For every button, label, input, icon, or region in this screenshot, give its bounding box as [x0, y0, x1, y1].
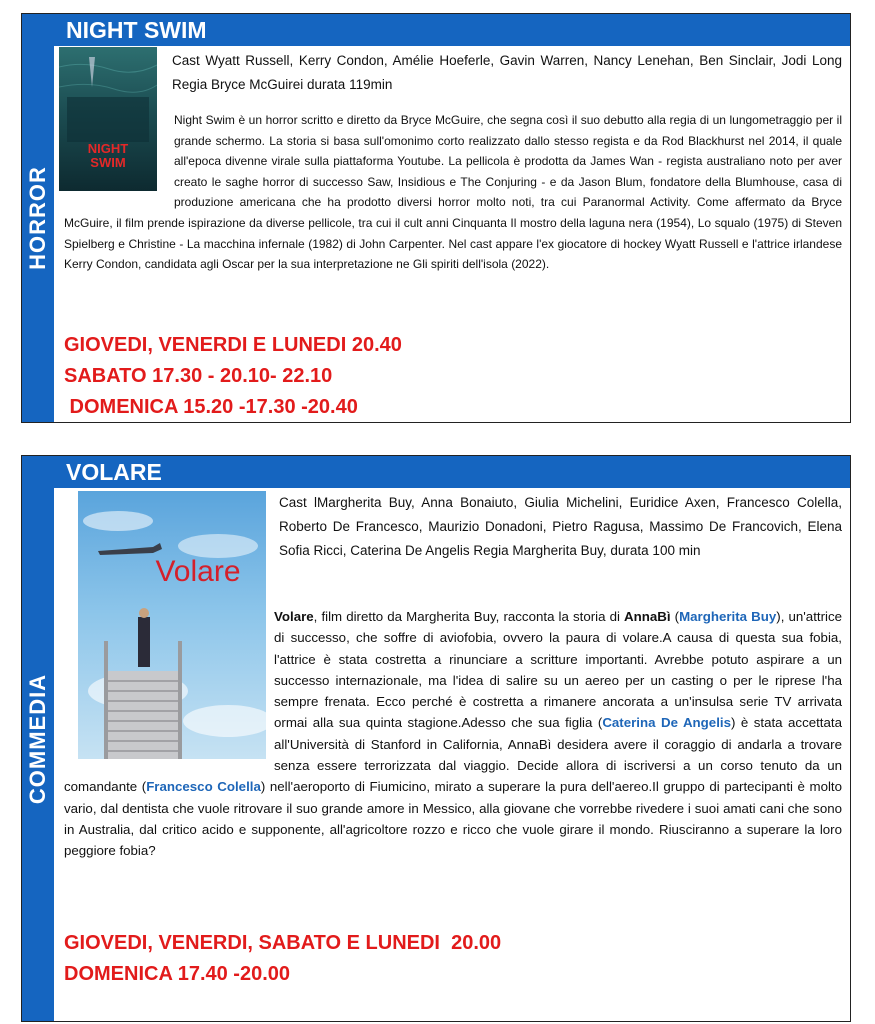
poster-title: NIGHT	[87, 141, 129, 156]
schedule-line: GIOVEDI, VENERDI E LUNEDI 20.40	[64, 334, 402, 356]
schedule-line: GIOVEDI, VENERDI, SABATO E LUNEDI 20.00	[64, 932, 502, 954]
genre-sidebar	[22, 456, 54, 1021]
poster-title: Volare	[155, 555, 241, 588]
movie-meta: Cast lMargherita Buy, Anna Bonaiuto, Giulia Michelini, Euridice Axen, Francesco Colella, Roberto De Francesco, Maurizio Donadoni, Pietro Ragusa, Massimo De Francovich, Elena Sofia Ricci, Caterina De Angelis Regia Margherita Buy, durata 100 min	[279, 495, 842, 558]
movie-description: Night Swim è un horror scritto e diretto da Bryce McGuire, che segna così il suo debutto alla regia di un lungometraggio per il grande schermo. La storia si basa sull'omonimo corto realizzato dallo stesso regista e da Rod Blackhurst nel 2014, il quale all'epoca divenne virale sulla piattaforma Youtube. La pellicola è prodotta da James Wan - regista australiano noto per aver creato le saghe horror di successo Saw, Insidious e The Conjuring - e da Jason Blum, fondatore della Blumhouse, casa di produzione americana che ha prodotto diversi horror molto noti, tra cui Paranormal Activity. Come affermato da Bryce McGuire, il film prende ispirazione da diverse pellicole, tra cui il cult anni Cinquanta Il mostro della laguna nera (1954), Lo squalo (1975) di Steven Spielberg e Christine - La macchina infernale (1982) di John Carpenter. Nel cast appare l'ex giocatore di hockey Wyatt Russell e l'attrice irlandese Kerry Condon, candidata agli Oscar per la sua interpretazione ne Gli spiriti dell'isola (2022).	[64, 113, 842, 272]
movie-title: VOLARE	[66, 459, 162, 485]
actor-name: Francesco Colella	[146, 779, 261, 795]
genre-label: COMMEDIA	[25, 673, 50, 804]
movie-description: Volare, film diretto da Margherita Buy, racconta la storia di AnnaBì (Margherita Buy), un'attrice di successo, che soffre di aviofobia, ovvero la paura di volare.A causa di questa sua fobia, l'attrice è stata costretta a rinunciare a scritture importanti. Avrebbe potuto aspirare a un successo internazionale, ma l'idea di salire su un aereo per un casting o per le riprese l'ha sempre frenata. Ecco perché è costretta a rimanere ancorata a un'insulsa serie TV arrivata ormai alla sua quinta stagione.Adesso che sua figlia (Caterina De Angelis) è stata accettata all'Università di Stanford in California, AnnaBì desidera avere il coraggio di andarla a trovare senza essere terrorizzata dal viaggio. Decide allora di iscriversi a un corso tenuto da un comandante (Francesco Colella) nell'aeroporto di Fiumicino, mirato a superare la pura dell'aereo.Il gruppo di partecipanti è molto vario, dal dentista che vuole ritrovare il suo grande amore in Messico, alla giovane che vorrebbe rivedere i suoi amati cani che sono in Australia, dal critico acido e supponente, all'agricoltore rozzo e ricco che vuole girare il mondo. Riusciranno a superare la loro peggiore fobia?	[64, 609, 843, 859]
svg-text:SWIM: SWIM	[90, 155, 126, 170]
title-bar	[54, 14, 850, 46]
movie-title: NIGHT SWIM	[66, 17, 207, 43]
schedule-line: DOMENICA 17.40 -20.00	[64, 963, 291, 985]
schedule-line: DOMENICA 15.20 -17.30 -20.40	[64, 396, 358, 418]
schedule-line: SABATO 17.30 - 20.10- 22.10	[64, 365, 333, 387]
genre-label: HORROR	[25, 166, 50, 270]
schedule	[64, 330, 402, 423]
movie-meta: Cast Wyatt Russell, Kerry Condon, Amélie Hoeferle, Gavin Warren, Nancy Lenehan, Ben Sinclair, Jodi Long Regia Bryce McGuirei durata 119min	[172, 53, 842, 92]
genre-sidebar	[22, 14, 54, 422]
title-bar	[54, 456, 850, 488]
actor-name: Margherita Buy	[679, 609, 777, 624]
movie-card-night-swim	[21, 13, 851, 423]
schedule	[64, 928, 501, 990]
movie-card-volare	[21, 455, 851, 1022]
actor-name: Caterina De Angelis	[602, 715, 731, 731]
